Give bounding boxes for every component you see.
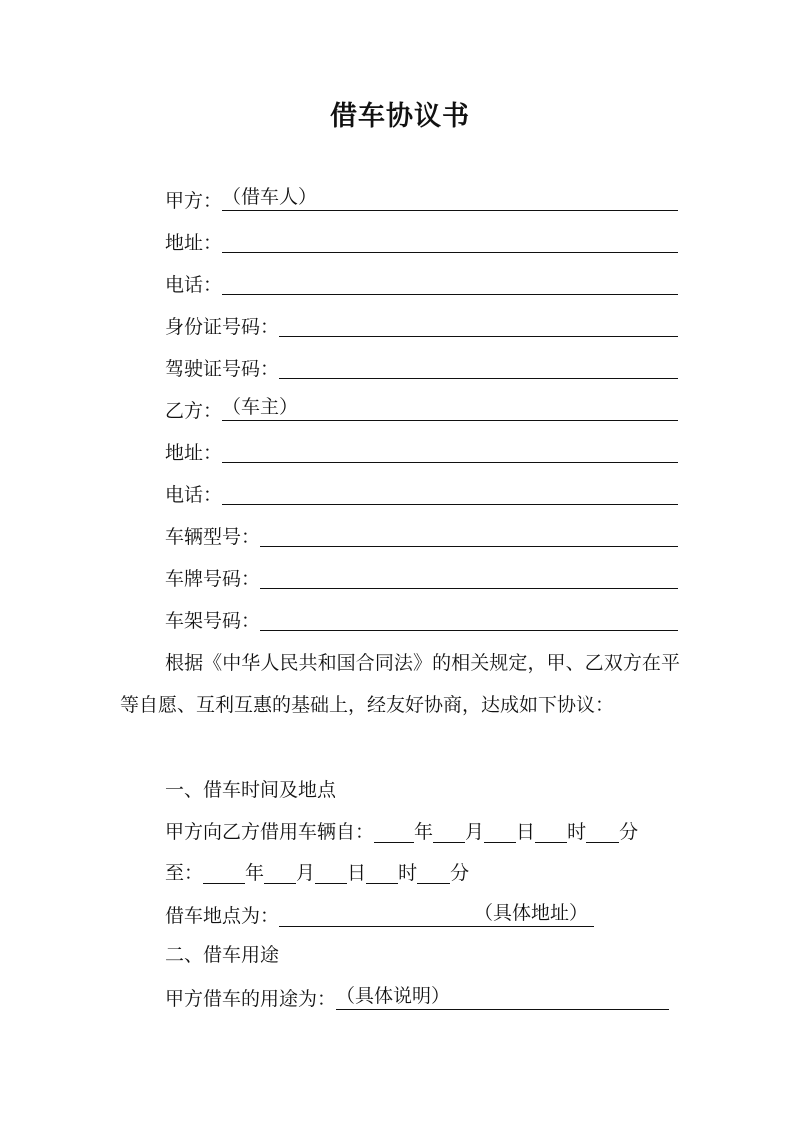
vehicle-plate-field[interactable] <box>260 562 678 589</box>
from-month-unit: 月 <box>465 821 485 843</box>
party-a-note: （借车人） <box>222 186 318 208</box>
vehicle-plate-label: 车牌号码： <box>165 568 261 590</box>
to-minute-field[interactable] <box>417 859 450 884</box>
to-hour-field[interactable] <box>366 859 398 884</box>
party-a-license-row <box>165 350 678 382</box>
party-b-phone-field[interactable] <box>222 478 678 505</box>
party-a-id-label: 身份证号码： <box>165 316 280 338</box>
party-a-phone-row <box>165 266 678 298</box>
party-a-address-row <box>165 224 678 256</box>
vehicle-model-field[interactable] <box>260 520 678 547</box>
party-a-address-field[interactable] <box>222 226 678 253</box>
party-a-phone-field[interactable] <box>222 268 678 295</box>
party-b-address-label: 地址： <box>165 442 223 464</box>
to-hour-unit: 时 <box>398 862 418 884</box>
party-a-id-row <box>165 308 678 340</box>
from-month-field[interactable] <box>433 818 465 843</box>
to-day-field[interactable] <box>315 859 347 884</box>
party-a-name-field[interactable] <box>222 184 678 211</box>
vehicle-model-label: 车辆型号： <box>165 526 261 548</box>
borrow-to-row <box>165 859 469 886</box>
vehicle-model-row <box>165 518 678 550</box>
party-b-label: 乙方： <box>165 400 223 422</box>
borrow-to-label: 至： <box>165 862 204 884</box>
section2-heading: 二、借车用途 <box>165 944 280 966</box>
party-b-phone-row <box>165 476 678 508</box>
document-title: 借车协议书 <box>330 101 470 132</box>
vehicle-frame-row <box>165 602 678 634</box>
purpose-label: 甲方借车的用途为： <box>165 988 337 1010</box>
from-year-field[interactable] <box>374 818 414 843</box>
party-b-address-field[interactable] <box>222 436 678 463</box>
to-month-field[interactable] <box>264 859 296 884</box>
intro-paragraph: 根据《中华人民共和国合同法》的相关规定，甲、乙双方在平等自愿、互利互惠的基础上，经友好协商，达成如下协议： <box>120 652 680 716</box>
party-a-license-field[interactable] <box>279 352 678 379</box>
party-a-label: 甲方： <box>165 190 223 212</box>
to-year-field[interactable] <box>203 859 245 884</box>
from-year-unit: 年 <box>414 821 434 843</box>
purpose-note: （具体说明） <box>336 985 451 1007</box>
party-a-id-field[interactable] <box>279 310 678 337</box>
party-b-address-row <box>165 434 678 466</box>
party-b-name-field[interactable] <box>222 394 678 421</box>
from-hour-unit: 时 <box>567 821 587 843</box>
party-b-note: （车主） <box>222 396 299 418</box>
vehicle-frame-field[interactable] <box>260 604 678 631</box>
to-year-unit: 年 <box>245 862 265 884</box>
party-a-license-label: 驾驶证号码： <box>165 358 280 380</box>
to-minute-unit: 分 <box>450 862 470 884</box>
from-hour-field[interactable] <box>535 818 567 843</box>
borrow-location-note: （具体地址） <box>474 902 589 924</box>
party-a-row <box>165 182 678 214</box>
borrow-location-field[interactable] <box>279 900 594 927</box>
from-day-field[interactable] <box>484 818 516 843</box>
party-b-phone-label: 电话： <box>165 484 223 506</box>
vehicle-plate-row <box>165 560 678 592</box>
purpose-row <box>165 983 669 1012</box>
from-minute-field[interactable] <box>586 818 619 843</box>
purpose-field[interactable] <box>336 983 669 1010</box>
borrow-from-row <box>165 818 638 845</box>
party-a-phone-label: 电话： <box>165 274 223 296</box>
section1-heading: 一、借车时间及地点 <box>165 779 337 801</box>
vehicle-frame-label: 车架号码： <box>165 610 261 632</box>
party-b-row <box>165 392 678 424</box>
borrow-location-label: 借车地点为： <box>165 905 280 927</box>
from-minute-unit: 分 <box>619 821 639 843</box>
to-day-unit: 日 <box>347 862 367 884</box>
borrow-from-label: 甲方向乙方借用车辆自： <box>165 821 375 843</box>
from-day-unit: 日 <box>516 821 536 843</box>
borrow-location-row <box>165 900 594 929</box>
to-month-unit: 月 <box>296 862 316 884</box>
party-a-address-label: 地址： <box>165 232 223 254</box>
